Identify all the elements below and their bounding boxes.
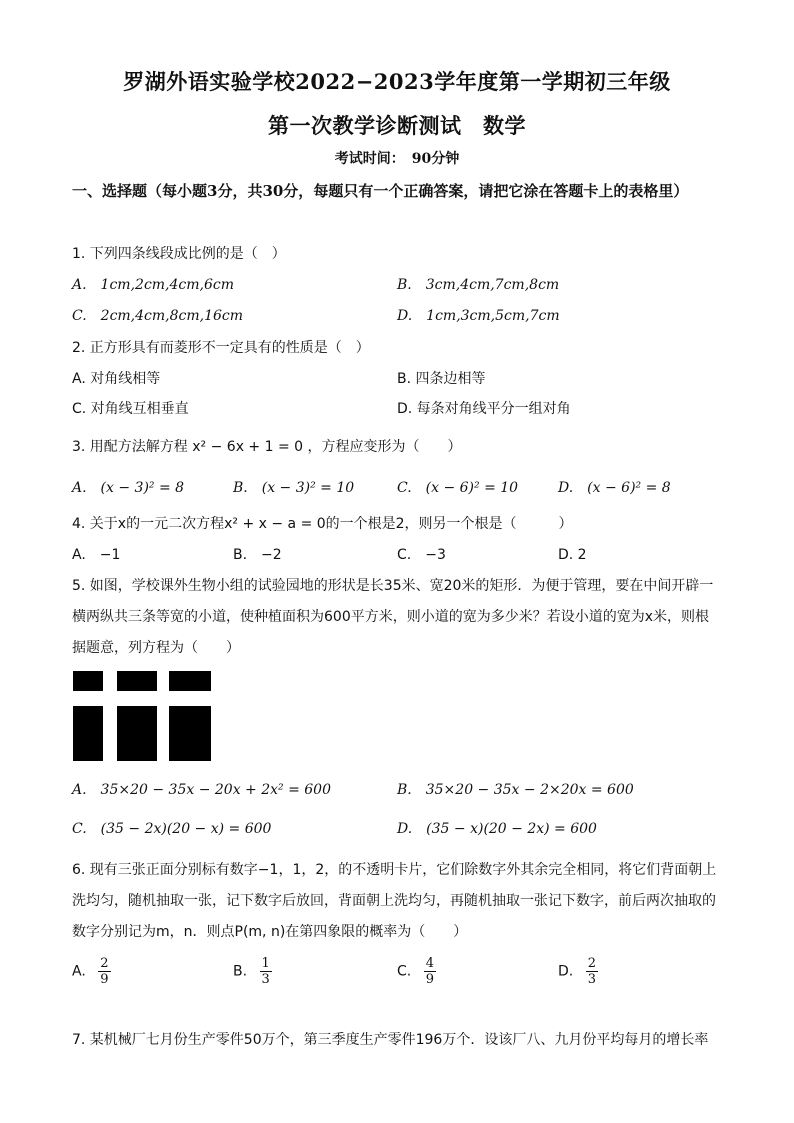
q5-option-c[interactable]: C. (35 − 2x)(20 − x) = 600	[72, 821, 272, 837]
q3-option-c[interactable]: C. (x − 6)² = 10	[397, 480, 519, 496]
q4-option-d[interactable]: D. 2	[558, 547, 587, 563]
q4-option-b[interactable]: B. −2	[233, 547, 282, 563]
q6-option-d[interactable]	[558, 956, 598, 987]
q2-option-c[interactable]: C. 对角线互相垂直	[72, 401, 189, 417]
question-6-stem: 6. 现有三张正面分别标有数字−1，1，2，的不透明卡片，它们除数字外其余完全相同，将它们背面朝上洗均匀，随机抽取一张，记下数字后放回，背面朝上洗均匀，再随机抽取一张记下数字，前后两次抽取的数字分别记为m，n．则点P(m, n)在第四象限的概率为（ ）	[72, 862, 717, 940]
question-2-stem: 2. 正方形具有而菱形不一定具有的性质是（ ）	[72, 340, 370, 356]
q3-option-b[interactable]: B. (x − 3)² = 10	[233, 480, 355, 496]
q4-option-a[interactable]: A. −1	[72, 547, 121, 563]
fraction-denominator: 3	[587, 972, 596, 987]
garden-plot	[117, 671, 157, 691]
question-3-stem: 3. 用配方法解方程 x² − 6x + 1 = 0 ，方程应变形为（ ）	[72, 439, 462, 455]
q1-option-d[interactable]: D. 1cm,3cm,5cm,7cm	[397, 308, 560, 324]
q5-option-a[interactable]: A. 35×20 − 35x − 20x + 2x² = 600	[72, 782, 331, 798]
q3-option-d[interactable]: D. (x − 6)² = 8	[558, 480, 671, 496]
q3-option-a[interactable]: A. (x − 3)² = 8	[72, 480, 185, 496]
section-heading: 一、选择题（每小题3分，共30分，每题只有一个正确答案，请把它涂在答题卡上的表格里）	[72, 182, 689, 200]
q1-option-c[interactable]: C. 2cm,4cm,8cm,16cm	[72, 308, 244, 324]
q4-option-c[interactable]: C. −3	[397, 547, 446, 563]
q2-option-b[interactable]: B. 四条边相等	[397, 371, 486, 387]
q6-option-b[interactable]	[233, 956, 272, 987]
q6-option-d-label: D.	[558, 963, 574, 980]
fraction-numerator: 4	[425, 956, 434, 971]
fraction-numerator: 1	[261, 956, 270, 971]
garden-plot	[169, 671, 211, 691]
fraction-denominator: 9	[425, 972, 434, 987]
q6-option-c[interactable]	[397, 956, 436, 987]
q6-option-a[interactable]	[72, 956, 111, 987]
garden-plot	[117, 706, 157, 761]
question-4-stem: 4. 关于x的一元二次方程x² + x − a = 0的一个根是2，则另一个根是（ ）	[72, 516, 573, 532]
q6-option-a-fraction	[98, 956, 110, 987]
garden-plot	[73, 671, 103, 691]
q2-option-a[interactable]: A. 对角线相等	[72, 371, 161, 387]
q6-option-b-label: B.	[233, 963, 248, 980]
q6-option-a-label: A.	[72, 963, 86, 980]
q1-option-b[interactable]: B. 3cm,4cm,7cm,8cm	[397, 277, 560, 293]
garden-plot	[169, 706, 211, 761]
exam-title-line1: 罗湖外语实验学校2022−2023学年度第一学期初三年级	[123, 69, 671, 94]
fraction-numerator: 2	[587, 956, 596, 971]
fraction-numerator: 2	[100, 956, 109, 971]
fraction-denominator: 9	[100, 972, 109, 987]
q6-option-c-fraction	[424, 956, 436, 987]
exam-time: 考试时间： 90分钟	[334, 151, 460, 167]
fraction-denominator: 3	[261, 972, 270, 987]
q6-option-c-label: C.	[397, 963, 412, 980]
garden-plot	[73, 706, 103, 761]
q2-option-d[interactable]: D. 每条对角线平分一组对角	[397, 401, 571, 417]
q6-option-b-fraction	[260, 956, 272, 987]
question-1-stem: 1. 下列四条线段成比例的是（ ）	[72, 246, 286, 262]
q1-option-a[interactable]: A. 1cm,2cm,4cm,6cm	[72, 277, 235, 293]
q5-option-b[interactable]: B. 35×20 − 35x − 2×20x = 600	[397, 782, 634, 798]
exam-title-line2: 第一次教学诊断测试 数学	[268, 113, 526, 138]
question-7-stem: 7. 某机械厂七月份生产零件50万个，第三季度生产零件196万个．设该厂八、九月份平均每月的增长率	[72, 1032, 709, 1048]
question-5-stem: 5. 如图，学校课外生物小组的试验园地的形状是长35米、宽20米的矩形．为便于管理，要在中间开辟一横两纵共三条等宽的小道，使种植面积为600平方米，则小道的宽为多少米？若设小道的宽为x米，则根据题意，列方程为（ ）	[72, 578, 714, 656]
q6-option-d-fraction	[586, 956, 598, 987]
q5-option-d[interactable]: D. (35 − x)(20 − 2x) = 600	[397, 821, 597, 837]
